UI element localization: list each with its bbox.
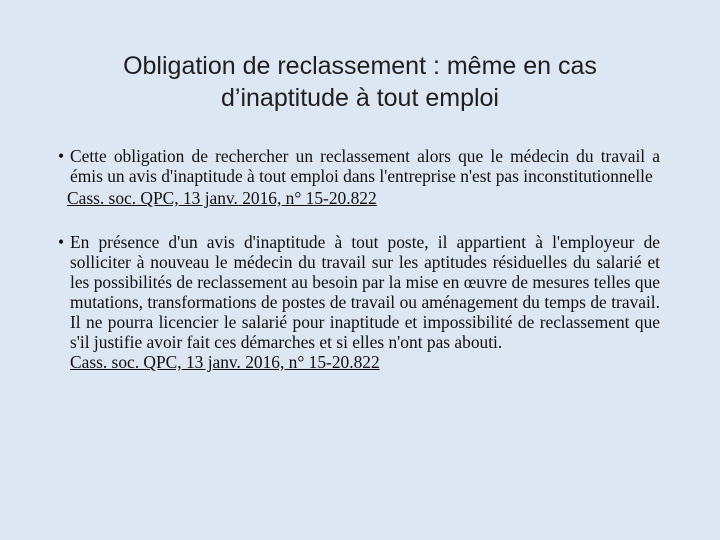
- slide-body: [58, 146, 660, 372]
- legal-reference: Cass. soc. QPC, 13 janv. 2016, n° 15-20.822: [70, 352, 380, 372]
- legal-reference: Cass. soc. QPC, 13 janv. 2016, n° 15-20.822: [67, 188, 377, 208]
- bullet-icon: •: [58, 232, 65, 252]
- bullet-item: [58, 232, 660, 352]
- slide-title-line-1: Obligation de reclassement : même en cas: [123, 52, 597, 80]
- slide-title: [40, 50, 680, 114]
- bullet-text: En présence d'un avis d'inaptitude à tout poste, il appartient à l'employeur de solliciter à nouveau le médecin du travail sur les aptitudes résiduelles du salarié et les possibilités de reclassement au besoin par la mise en œuvre de mesures telles que mutations, transformations de postes de travail ou aménagement du temps de travail. Il ne pourra licencier le salarié pour inaptitude et impossibilité de reclassement que s'il justifie avoir fait ces démarches et si elles n'ont pas abouti.: [70, 232, 660, 352]
- bullet-text: Cette obligation de rechercher un reclassement alors que le médecin du travail a émis un avis d'inaptitude à tout emploi dans l'entreprise n'est pas inconstitutionnelle: [70, 146, 660, 186]
- slide-title-line-2: d’inaptitude à tout emploi: [221, 84, 499, 112]
- bullet-icon: •: [58, 146, 65, 166]
- bullet-item: [58, 146, 660, 186]
